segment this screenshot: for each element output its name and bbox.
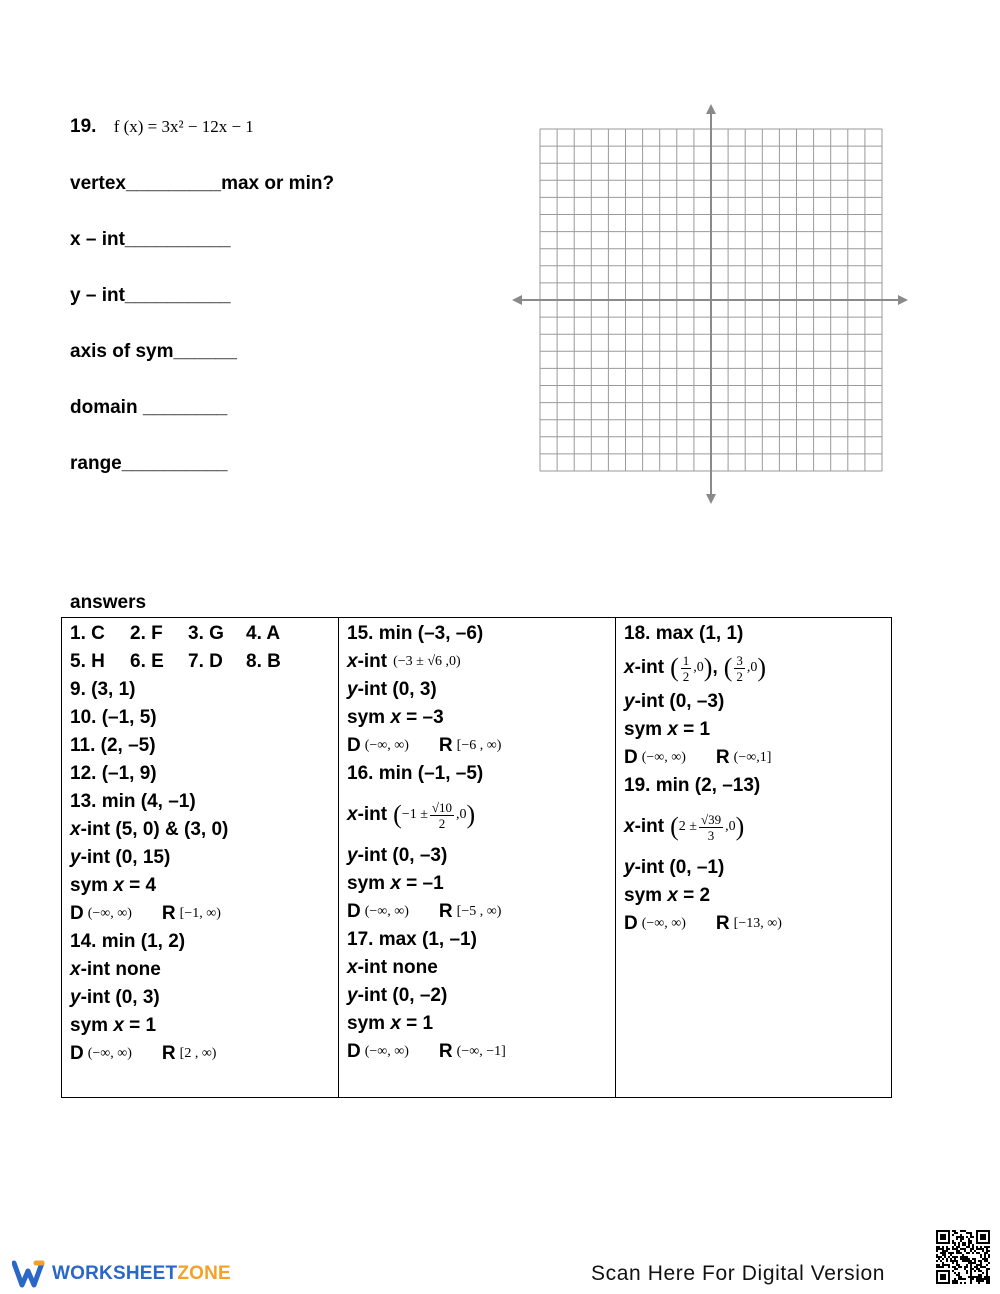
answer-2: 2. F xyxy=(130,623,163,644)
answer-17-x-int xyxy=(347,954,615,982)
domain-value: (−∞, ∞) xyxy=(364,738,409,753)
range-label: R xyxy=(438,901,453,922)
answers-column-2 xyxy=(339,618,616,1097)
answer-14: 14. min (1, 2) xyxy=(70,931,186,952)
answer-16-x-int: x -int ( −1 ± $\frac{√10}{2}$ ,0 ) xyxy=(347,788,615,842)
answers-column-3 xyxy=(616,618,891,1097)
answer-16-x-tail: ,0 xyxy=(456,807,467,822)
x-variable: x xyxy=(70,959,81,980)
answer-13-y-int xyxy=(70,844,338,872)
range-label: R xyxy=(438,735,453,756)
domain-label: D xyxy=(624,747,638,768)
answer-18-sym xyxy=(624,716,891,744)
x-axis-right-arrow-icon xyxy=(898,295,908,305)
answer-4: 4. A xyxy=(246,623,281,644)
answer-17-domain-range xyxy=(347,1038,615,1066)
domain-value: (−∞, ∞) xyxy=(364,904,409,919)
worksheet-zone-logo[interactable] xyxy=(12,1256,231,1292)
answer-10: 10. (–1, 5) xyxy=(70,707,157,728)
answers-table xyxy=(61,617,892,1098)
range-label: R xyxy=(161,1043,176,1064)
answer-11: 11. (2, –5) xyxy=(70,735,156,756)
y-variable: y xyxy=(624,691,635,712)
x-variable: x xyxy=(390,1013,401,1034)
sym-label: sym xyxy=(70,1015,109,1036)
problem-title xyxy=(70,112,490,142)
y-axis-up-arrow-icon xyxy=(706,104,716,114)
answer-14-y-int xyxy=(70,984,338,1012)
range-label: R xyxy=(438,1041,453,1062)
answer-15-y-int xyxy=(347,676,615,704)
answer-17-sym-text: = 1 xyxy=(406,1013,434,1034)
domain-label: D xyxy=(347,1041,361,1062)
x-variable: x xyxy=(624,816,635,837)
prompt-x-int: x – int__________ xyxy=(70,229,231,250)
answer-15: 15. min (–3, –6) xyxy=(347,623,484,644)
answer-15-y-int-text: -int (0, 3) xyxy=(357,679,437,700)
x-variable: x xyxy=(667,885,678,906)
answer-8: 8. B xyxy=(246,651,281,672)
answer-15-sym xyxy=(347,704,615,732)
answer-14-domain-range xyxy=(70,1040,338,1068)
fraction-denominator: 2 xyxy=(438,815,446,831)
answer-19-x-int: x -int ( 2 ± $\frac{√39}{3}$ ,0 ) xyxy=(624,800,891,854)
logo-text-worksheet: WORKSHEET xyxy=(52,1263,178,1284)
answer-16-sym-text: = –1 xyxy=(406,873,444,894)
x-variable: x xyxy=(347,651,358,672)
x-variable: x xyxy=(390,707,401,728)
answer-13-sym-text: = 4 xyxy=(129,875,157,896)
answer-18-domain-range xyxy=(624,744,891,772)
x-axis-left-arrow-icon xyxy=(512,295,522,305)
fraction-numerator: 1 xyxy=(682,652,690,668)
answer-19-sym xyxy=(624,882,891,910)
fraction-denominator: 2 xyxy=(736,668,743,684)
sym-label: sym xyxy=(624,885,663,906)
answer-19-x-lead: 2 ± xyxy=(678,819,697,834)
answer-15-sym-text: = –3 xyxy=(406,707,444,728)
range-label: R xyxy=(715,747,730,768)
range-label: R xyxy=(161,903,176,924)
answer-17-x-int-text: -int none xyxy=(357,957,438,978)
answer-16-domain-range xyxy=(347,898,615,926)
y-variable: y xyxy=(347,985,358,1006)
comma: , xyxy=(712,657,718,678)
domain-label: D xyxy=(347,901,361,922)
answer-15-x-int-math: (−3 ± √6 ,0) xyxy=(393,654,461,669)
domain-label: D xyxy=(70,1043,84,1064)
answer-18-y-int-text: -int (0, –3) xyxy=(634,691,725,712)
answer-19-fraction xyxy=(699,812,723,843)
problem-function: f (x) = 3x² − 12x − 1 xyxy=(113,117,254,136)
domain-label: D xyxy=(70,903,84,924)
fraction-denominator: 3 xyxy=(707,827,715,843)
answer-18-x-int-math-2: ( $\frac{3}{2}$ ,0 ) xyxy=(724,648,766,688)
answer-17-sym xyxy=(347,1010,615,1038)
answer-19-y-int xyxy=(624,854,891,882)
answer-14-sym xyxy=(70,1012,338,1040)
prompt-domain: domain ________ xyxy=(70,397,228,418)
y-variable: y xyxy=(347,679,358,700)
answer-18-sym-text: = 1 xyxy=(683,719,711,740)
problem-19 xyxy=(70,112,490,474)
y-variable: y xyxy=(347,845,358,866)
prompt-axis-of-symmetry: axis of sym______ xyxy=(70,341,237,362)
answer-3: 3. G xyxy=(188,623,224,644)
answer-14-x-int-text: -int none xyxy=(80,959,161,980)
answer-18-fraction-1 xyxy=(681,653,692,684)
answer-9: 9. (3, 1) xyxy=(70,679,136,700)
domain-value: (−∞, ∞) xyxy=(364,1044,409,1059)
answer-12: 12. (–1, 9) xyxy=(70,763,157,784)
domain-value: (−∞, ∞) xyxy=(87,906,132,921)
coordinate-grid xyxy=(510,104,910,504)
y-axis-down-arrow-icon xyxy=(706,494,716,504)
answer-16: 16. min (–1, –5) xyxy=(347,763,484,784)
answer-5: 5. H xyxy=(70,651,105,672)
answer-16-y-int-text: -int (0, –3) xyxy=(357,845,448,866)
sym-label: sym xyxy=(347,707,386,728)
answer-19-y-int-text: -int (0, –1) xyxy=(634,857,725,878)
answer-13-sym xyxy=(70,872,338,900)
sym-label: sym xyxy=(347,1013,386,1034)
answer-14-y-int-text: -int (0, 3) xyxy=(80,987,160,1008)
answer-17-y-int-text: -int (0, –2) xyxy=(357,985,448,1006)
domain-value: (−∞, ∞) xyxy=(641,750,686,765)
answer-13: 13. min (4, –1) xyxy=(70,791,196,812)
fraction-numerator: 3 xyxy=(736,652,743,668)
worksheet-zone-logo-icon xyxy=(12,1259,48,1289)
prompt-range: range__________ xyxy=(70,453,228,474)
range-value: [−6 , ∞) xyxy=(456,738,502,753)
answer-6: 6. E xyxy=(130,651,164,672)
answers-column-1 xyxy=(62,618,339,1097)
x-variable: x xyxy=(390,873,401,894)
range-value: [−5 , ∞) xyxy=(456,904,502,919)
x-variable: x xyxy=(347,957,358,978)
y-variable: y xyxy=(70,847,81,868)
x-variable: x xyxy=(624,657,635,678)
answer-row-1-4 xyxy=(70,620,338,648)
prompt-vertex: vertex_________max or min? xyxy=(70,173,335,194)
x-variable: x xyxy=(667,719,678,740)
answers-title: answers xyxy=(70,592,147,613)
x-variable: x xyxy=(113,1015,124,1036)
answer-18-x-int: x -int ( $\frac{1}{2}$ ,0 ) , ( $\frac{3}{2}$ ,0 ) xyxy=(624,648,891,688)
answer-18: 18. max (1, 1) xyxy=(624,623,744,644)
answer-18-fraction-2 xyxy=(734,653,745,684)
answer-19: 19. min (2, –13) xyxy=(624,775,761,796)
answer-13-x-int xyxy=(70,816,338,844)
fraction-denominator: 2 xyxy=(682,668,690,684)
answer-16-x-lead: −1 ± xyxy=(401,807,428,822)
qr-code-icon[interactable] xyxy=(934,1228,992,1286)
answer-7: 7. D xyxy=(188,651,223,672)
answer-15-domain-range xyxy=(347,732,615,760)
answer-row-5-8 xyxy=(70,648,338,676)
answer-18-tail-2: ,0 xyxy=(746,660,758,675)
scan-instruction: Scan Here For Digital Version xyxy=(591,1262,886,1285)
answer-1: 1. C xyxy=(70,623,105,644)
range-value: [2 , ∞) xyxy=(179,1046,217,1061)
answer-15-x-int: x -int (−3 ± √6 ,0) xyxy=(347,648,615,676)
range-value: [−1, ∞) xyxy=(179,906,221,921)
answer-19-sym-text: = 2 xyxy=(683,885,711,906)
answer-17-y-int xyxy=(347,982,615,1010)
answer-16-x-int-math: ( −1 ± $\frac{√10}{2}$ ,0 ) xyxy=(393,788,475,842)
answer-13-x-int-text: -int (5, 0) & (3, 0) xyxy=(80,819,229,840)
fraction-numerator: √39 xyxy=(700,811,722,827)
answer-18-y-int xyxy=(624,688,891,716)
prompt-y-int: y – int__________ xyxy=(70,285,231,306)
answer-18-x-int-math-1: ( $\frac{1}{2}$ ,0 ) xyxy=(670,648,712,688)
sym-label: sym xyxy=(347,873,386,894)
domain-label: D xyxy=(624,913,638,934)
answer-18-tail-1: ,0 xyxy=(693,660,704,675)
answer-14-x-int xyxy=(70,956,338,984)
y-variable: y xyxy=(70,987,81,1008)
answer-17: 17. max (1, –1) xyxy=(347,929,477,950)
range-value: (−∞, −1] xyxy=(456,1044,506,1059)
x-variable: x xyxy=(113,875,124,896)
domain-label: D xyxy=(347,735,361,756)
x-variable: x xyxy=(347,804,358,825)
fraction-numerator: √10 xyxy=(431,799,453,815)
range-value: (−∞,1] xyxy=(733,750,772,765)
domain-value: (−∞, ∞) xyxy=(641,916,686,931)
answer-13-domain-range xyxy=(70,900,338,928)
sym-label: sym xyxy=(624,719,663,740)
answer-14-sym-text: = 1 xyxy=(129,1015,157,1036)
logo-text-zone: ZONE xyxy=(177,1263,231,1284)
sym-label: sym xyxy=(70,875,109,896)
answer-19-domain-range xyxy=(624,910,891,938)
answer-16-fraction xyxy=(430,800,454,831)
range-label: R xyxy=(715,913,730,934)
answer-19-x-int-math: ( 2 ± $\frac{√39}{3}$ ,0 ) xyxy=(670,800,744,854)
answer-19-x-tail: ,0 xyxy=(725,819,736,834)
answer-13-y-int-text: -int (0, 15) xyxy=(80,847,171,868)
range-value: [−13, ∞) xyxy=(733,916,782,931)
answer-16-sym xyxy=(347,870,615,898)
domain-value: (−∞, ∞) xyxy=(87,1046,132,1061)
x-variable: x xyxy=(70,819,81,840)
y-variable: y xyxy=(624,857,635,878)
problem-number: 19. xyxy=(70,116,97,137)
answer-16-y-int xyxy=(347,842,615,870)
